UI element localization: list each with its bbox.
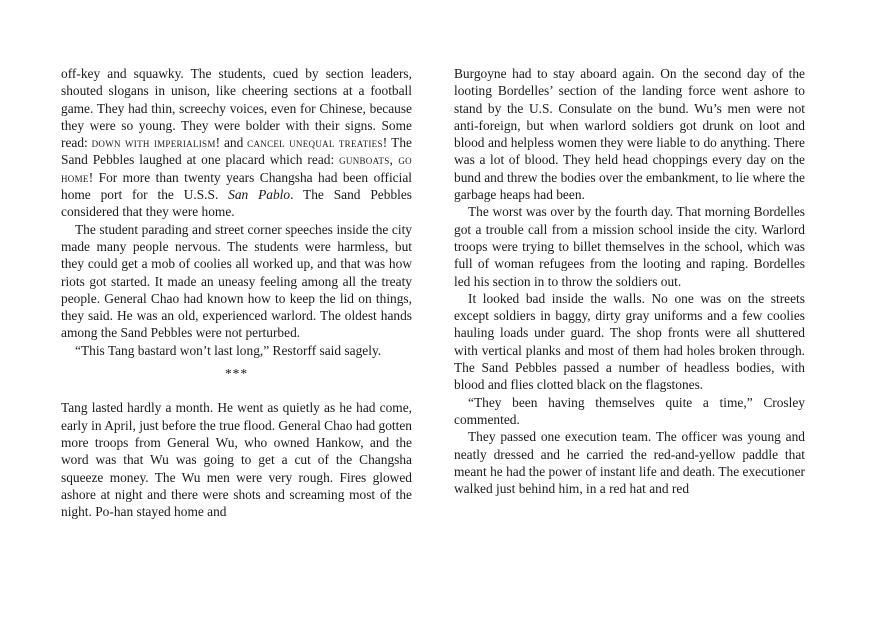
paragraph: Burgoyne had to stay aboard again. On the second day of the looting Bordelles’ section of the landing force went ashore to stand by the U.S. Consulate on the bund. Wu’s men were not anti-foreign, but when warlord soldiers got drunk on loot and blood and helpless women they were liable to do anything. There was a lot of blood. They held head choppings every day on the bund and threw the bodies over the embankment, to lie where the garbage heaps had been. — [454, 66, 805, 203]
section-separator: *** — [224, 366, 249, 382]
paragraph: They passed one execution team. The officer was young and neatly dressed and he carried the red-and-yellow paddle that meant he had the power of instant life and death. The executioner walked just behind him, in a red hat and red — [454, 429, 805, 497]
left-page-text — [61, 65, 412, 520]
placard-text: cancel unequal treaties! — [247, 135, 388, 151]
paragraph: “They been having themselves quite a time,” Crosley commented. — [454, 394, 805, 427]
paragraph: off-key and squawky. The students, cued by section leaders, shouted slogans in unison, like cheering sections at a football game. They had thin, screechy voices, even for Chinese, because they were so young. They were bolder with their signs. Some read: down with imperialism! and cancel unequal treaties! The Sand Pebbles laughed at one placard which read: gunboats, go home! For more than twenty years Changsha had been official home port for the U.S.S. San Pablo. The Sand Pebbles considered that they were home. — [61, 66, 413, 220]
paragraph: It looked bad inside the walls. No one was on the streets except soldiers in baggy, dirty gray uniforms and a few coolies hauling loads under guard. The shop fronts were all shuttered with vertical planks and most of them had holes broken through. The Sand Pebbles passed a number of headless bodies, with blood and flies clotted black on the flagstones. — [454, 290, 805, 393]
right-page-text — [454, 65, 805, 497]
placard-text: gunboats, go home — [61, 152, 412, 185]
paragraph: “This Tang bastard won’t last long,” Restorff said sagely. — [75, 342, 382, 358]
paragraph: The worst was over by the fourth day. That morning Bordelles got a trouble call from a mission school inside the city. Warlord troops were trying to billet themselves in the school, which was full of woman refugees from the looting and raping. Bordelles led his section in to throw the soldiers out. — [454, 204, 805, 289]
paragraph: Tang lasted hardly a month. He went as quietly as he had come, early in April, just before the true flood. General Chao had gotten more troops from General Wu, who owned Hankow, and the word was that Wu was going to get a cut of the Changsha squeeze money. The Wu men were very rough. Fires glowed ashore at night and there were shots and screaming most of the night. Po-han stayed home and — [61, 400, 412, 520]
ship-name: San Pablo — [228, 187, 291, 203]
paragraph: The student parading and street corner speeches inside the city made many people nervous. The students were harmless, but they could get a mob of coolies all worked up, and that was how riots got started. It made an uneasy feeling among all the treaty people. General Chao had known how to keep the lid on things, they said. He was an old, experienced warlord. The oldest hands among the Sand Pebbles were not perturbed. — [61, 221, 412, 341]
placard-text: down with imperialism — [91, 135, 216, 151]
